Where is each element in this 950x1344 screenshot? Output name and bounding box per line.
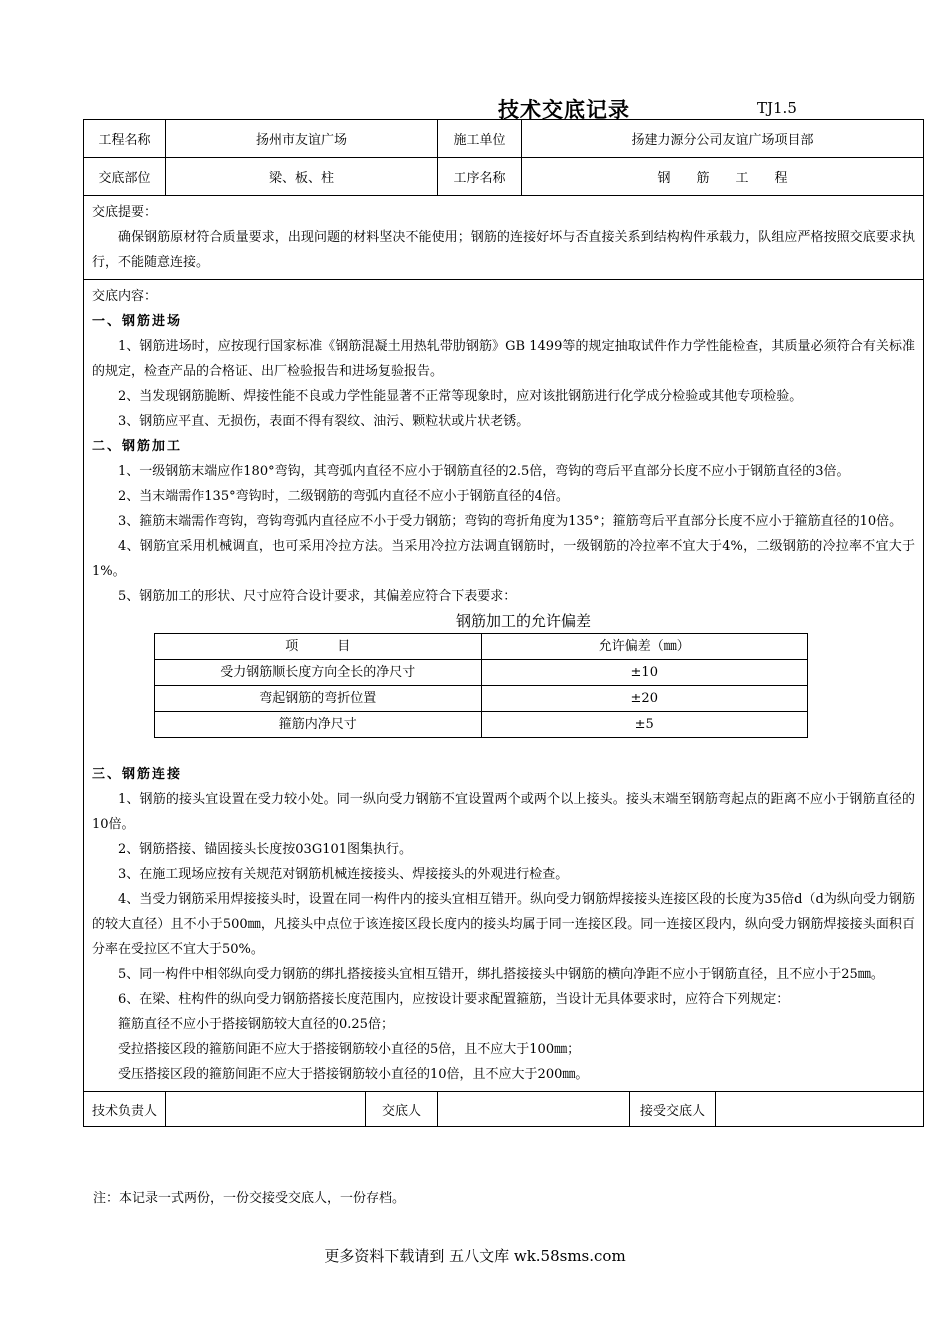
content-item: 3、箍筋末端需作弯钩，弯钩弯弧内直径应不小于受力钢筋；弯钩的弯折角度为135°；箍筋弯后平直部分长度不应小于箍筋直径的10倍。 (118, 514, 903, 529)
spacer (92, 738, 915, 762)
receiver-label: 接受交底人 (630, 1092, 716, 1127)
summary-cell (84, 196, 924, 280)
tolerance-header-value: 允许偏差（㎜） (481, 634, 808, 660)
location-value: 梁、板、柱 (166, 158, 438, 196)
table-row (155, 686, 808, 712)
project-name-value: 扬州市友谊广场 (166, 120, 438, 158)
table-row (155, 712, 808, 738)
form-code: TJ1.5 (757, 99, 797, 117)
info-row-location (84, 158, 924, 196)
tolerance-value: ±20 (481, 686, 808, 712)
tech-lead-label: 技术负责人 (84, 1092, 166, 1127)
summary-row (84, 196, 924, 280)
content-item: 5、同一构件中相邻纵向受力钢筋的绑扎搭接接头宜相互错开，绑扎搭接接头中钢筋的横向净距不应小于钢筋直径，且不应小于25㎜。 (118, 967, 884, 982)
summary-label: 交底提要： (92, 205, 158, 220)
process-value: 钢 筋 工 程 (522, 158, 924, 196)
section-heading-delivery: 一、钢筋进场 (92, 314, 183, 329)
content-item: 1、钢筋的接头宜设置在受力较小处。同一纵向受力钢筋不宜设置两个或两个以上接头。接头末端至钢筋弯起点的距离不应小于钢筋直径的10倍。 (92, 792, 916, 832)
location-label: 交底部位 (84, 158, 166, 196)
content-item: 5、钢筋加工的形状、尺寸应符合设计要求，其偏差应符合下表要求： (118, 589, 517, 604)
content-item: 3、钢筋应平直、无损伤，表面不得有裂纹、油污、颗粒状或片状老锈。 (118, 414, 530, 429)
content-cell (84, 280, 924, 1092)
record-table (83, 119, 924, 1127)
contractor-value: 扬建力源分公司友谊广场项目部 (522, 120, 924, 158)
content-item: 1、钢筋进场时，应按现行国家标准《钢筋混凝土用热轧带肋钢筋》GB 1499等的规定抽取试件作力学性能检查，其质量必须符合有关标准的规定，检查产品的合格证、出厂检验报告和进场复验报告。 (92, 339, 916, 379)
content-item: 4、当受力钢筋采用焊接接头时，设置在同一构件内的接头宜相互错开。纵向受力钢筋焊接接头连接区段的长度为35倍d（d为纵向受力钢筋的较大直径）且不小于500㎜，凡接头中点位于该连接区段长度内的接头均属于同一连接区段。同一连接区段内，纵向受力钢筋焊接接头面积百分率在受拉区不宜大于50%。 (92, 892, 916, 957)
tolerance-value: ±10 (481, 660, 808, 686)
content-item: 受压搭接区段的箍筋间距不应大于搭接钢筋较小直径的10倍，且不应大于200㎜。 (118, 1067, 589, 1082)
section-heading-processing: 二、钢筋加工 (92, 439, 183, 454)
tolerance-item: 弯起钢筋的弯折位置 (155, 686, 482, 712)
footer-link-text: 更多资料下载请到 五八文库 wk.58sms.com (324, 1247, 626, 1265)
section-heading-connection: 三、钢筋连接 (92, 767, 183, 782)
tolerance-table-title: 钢筋加工的允许偏差 (456, 612, 592, 630)
content-item: 1、一级钢筋末端应作180°弯钩，其弯弧内直径不应小于钢筋直径的2.5倍，弯钩的弯后平直部分长度不应小于钢筋直径的3倍。 (118, 464, 850, 479)
content-item: 受拉搭接区段的箍筋间距不应大于搭接钢筋较小直径的5倍，且不应大于100㎜； (118, 1042, 581, 1057)
tolerance-header-item: 项 目 (155, 634, 482, 660)
content-item: 4、钢筋宜采用机械调直，也可采用冷拉方法。当采用冷拉方法调直钢筋时，一级钢筋的冷拉率不宜大于4%，二级钢筋的冷拉率不宜大于1%。 (92, 539, 916, 579)
content-item: 6、在梁、柱构件的纵向受力钢筋搭接长度范围内，应按设计要求配置箍筋，当设计无具体要求时，应符合下列规定： (118, 992, 790, 1007)
content-row (84, 280, 924, 1092)
tech-lead-field[interactable] (166, 1092, 366, 1127)
signature-row (84, 1092, 924, 1127)
content-item: 3、在施工现场应按有关规范对钢筋机械连接接头、焊接接头的外观进行检查。 (118, 867, 569, 882)
tolerance-table (154, 633, 808, 738)
project-name-label: 工程名称 (84, 120, 166, 158)
table-row (155, 660, 808, 686)
content-label: 交底内容： (92, 289, 158, 304)
presenter-label: 交底人 (366, 1092, 438, 1127)
content-item: 2、钢筋搭接、锚固接头长度按03G101图集执行。 (118, 842, 413, 857)
process-label: 工序名称 (438, 158, 522, 196)
content-item: 箍筋直径不应小于搭接钢筋较大直径的0.25倍； (118, 1017, 394, 1032)
info-row-project (84, 120, 924, 158)
page-title: 技术交底记录 (498, 97, 630, 122)
tolerance-header-row (155, 634, 808, 660)
content-item: 2、当末端需作135°弯钩时，二级钢筋的弯弧内直径不应小于钢筋直径的4倍。 (118, 489, 569, 504)
presenter-field[interactable] (438, 1092, 630, 1127)
summary-text: 确保钢筋原材符合质量要求，出现问题的材料坚决不能使用；钢筋的连接好坏与否直接关系到结构构件承载力，队组应严格按照交底要求执行，不能随意连接。 (92, 230, 916, 270)
tolerance-item: 箍筋内净尺寸 (155, 712, 482, 738)
contractor-label: 施工单位 (438, 120, 522, 158)
content-item: 2、当发现钢筋脆断、焊接性能不良或力学性能显著不正常等现象时，应对该批钢筋进行化学成分检验或其他专项检验。 (118, 389, 803, 404)
tolerance-item: 受力钢筋顺长度方向全长的净尺寸 (155, 660, 482, 686)
tolerance-value: ±5 (481, 712, 808, 738)
receiver-field[interactable] (716, 1092, 924, 1127)
record-note: 注：本记录一式两份，一份交接受交底人，一份存档。 (93, 1191, 406, 1206)
